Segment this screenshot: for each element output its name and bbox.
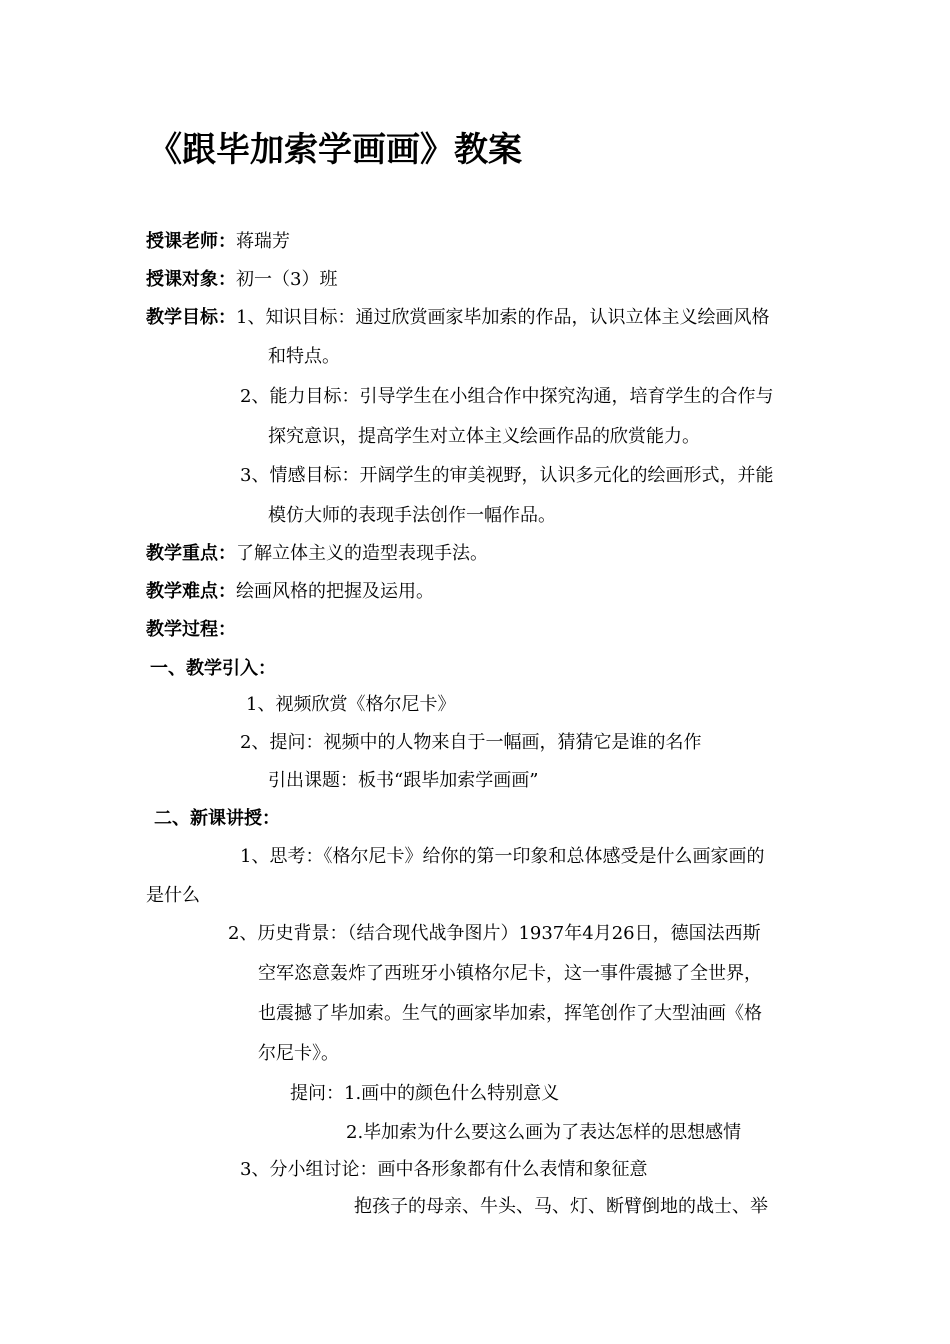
teacher-value: 蒋瑞芳 bbox=[236, 231, 290, 252]
goal-3-line-1: 3、情感目标：开阔学生的审美视野，认识多元化的绘画形式，并能 bbox=[240, 465, 774, 486]
section-2-item-2-line-2: 空军恣意轰炸了西班牙小镇格尔尼卡，这一事件震撼了全世界， bbox=[258, 963, 762, 984]
goals-row bbox=[146, 306, 769, 330]
section-2-item-1-line-1: 1、思考：《格尔尼卡》给你的第一印象和总体感受是什么画家画的 bbox=[240, 846, 765, 867]
teacher-label: 授课老师： bbox=[146, 231, 236, 252]
goal-1-line-2: 和特点。 bbox=[268, 346, 340, 367]
goal-3-line-2: 模仿大师的表现手法创作一幅作品。 bbox=[268, 505, 556, 526]
audience-label: 授课对象： bbox=[146, 269, 236, 290]
audience-value: 初一（3）班 bbox=[236, 269, 338, 290]
section-2-item-2-line-4: 尔尼卡》。 bbox=[258, 1043, 339, 1064]
section-2-item-3-sub: 抱孩子的母亲、牛头、马、灯、断臂倒地的战士、举 bbox=[354, 1196, 768, 1217]
goal-2-line-2: 探究意识，提高学生对立体主义绘画作品的欣赏能力。 bbox=[268, 426, 700, 447]
key-point-label: 教学重点： bbox=[146, 543, 236, 564]
key-point-value: 了解立体主义的造型表现手法。 bbox=[236, 543, 488, 564]
difficulty-row bbox=[146, 580, 434, 604]
teacher-row bbox=[146, 230, 290, 254]
section-1-item-2: 2、提问：视频中的人物来自于一幅画，猜猜它是谁的名作 bbox=[240, 732, 702, 753]
audience-row bbox=[146, 268, 337, 292]
goals-label: 教学目标： bbox=[146, 307, 236, 328]
document-title: 《跟毕加索学画画》教案 bbox=[148, 130, 522, 170]
section-2-question-1: 提问：1.画中的颜色什么特别意义 bbox=[290, 1083, 560, 1104]
section-2-heading: 二、新课讲授： bbox=[154, 808, 280, 829]
section-2-question-2: 2.毕加索为什么要这么画为了表达怎样的思想感情 bbox=[346, 1122, 742, 1143]
section-1-heading: 一、教学引入： bbox=[150, 658, 276, 679]
key-point-row bbox=[146, 542, 488, 566]
goal-1-line-1: 1、知识目标：通过欣赏画家毕加索的作品，认识立体主义绘画风格 bbox=[236, 307, 770, 328]
section-1-item-1: 1、视频欣赏《格尔尼卡》 bbox=[246, 694, 456, 715]
difficulty-value: 绘画风格的把握及运用。 bbox=[236, 581, 434, 602]
section-2-item-2-line-1: 2、历史背景：（结合现代战争图片）1937年4月26日，德国法西斯 bbox=[228, 923, 761, 944]
process-label: 教学过程： bbox=[146, 619, 236, 640]
section-1-item-2-sub: 引出课题：板书“跟毕加索学画画” bbox=[268, 770, 539, 791]
goal-2-line-1: 2、能力目标：引导学生在小组合作中探究沟通，培育学生的合作与 bbox=[240, 386, 774, 407]
difficulty-label: 教学难点： bbox=[146, 581, 236, 602]
section-2-item-1-line-2: 是什么 bbox=[146, 885, 200, 906]
section-2-item-2-line-3: 也震撼了毕加索。生气的画家毕加索，挥笔创作了大型油画《格 bbox=[258, 1003, 762, 1024]
section-2-item-3: 3、分小组讨论：画中各形象都有什么表情和象征意 bbox=[240, 1159, 648, 1180]
